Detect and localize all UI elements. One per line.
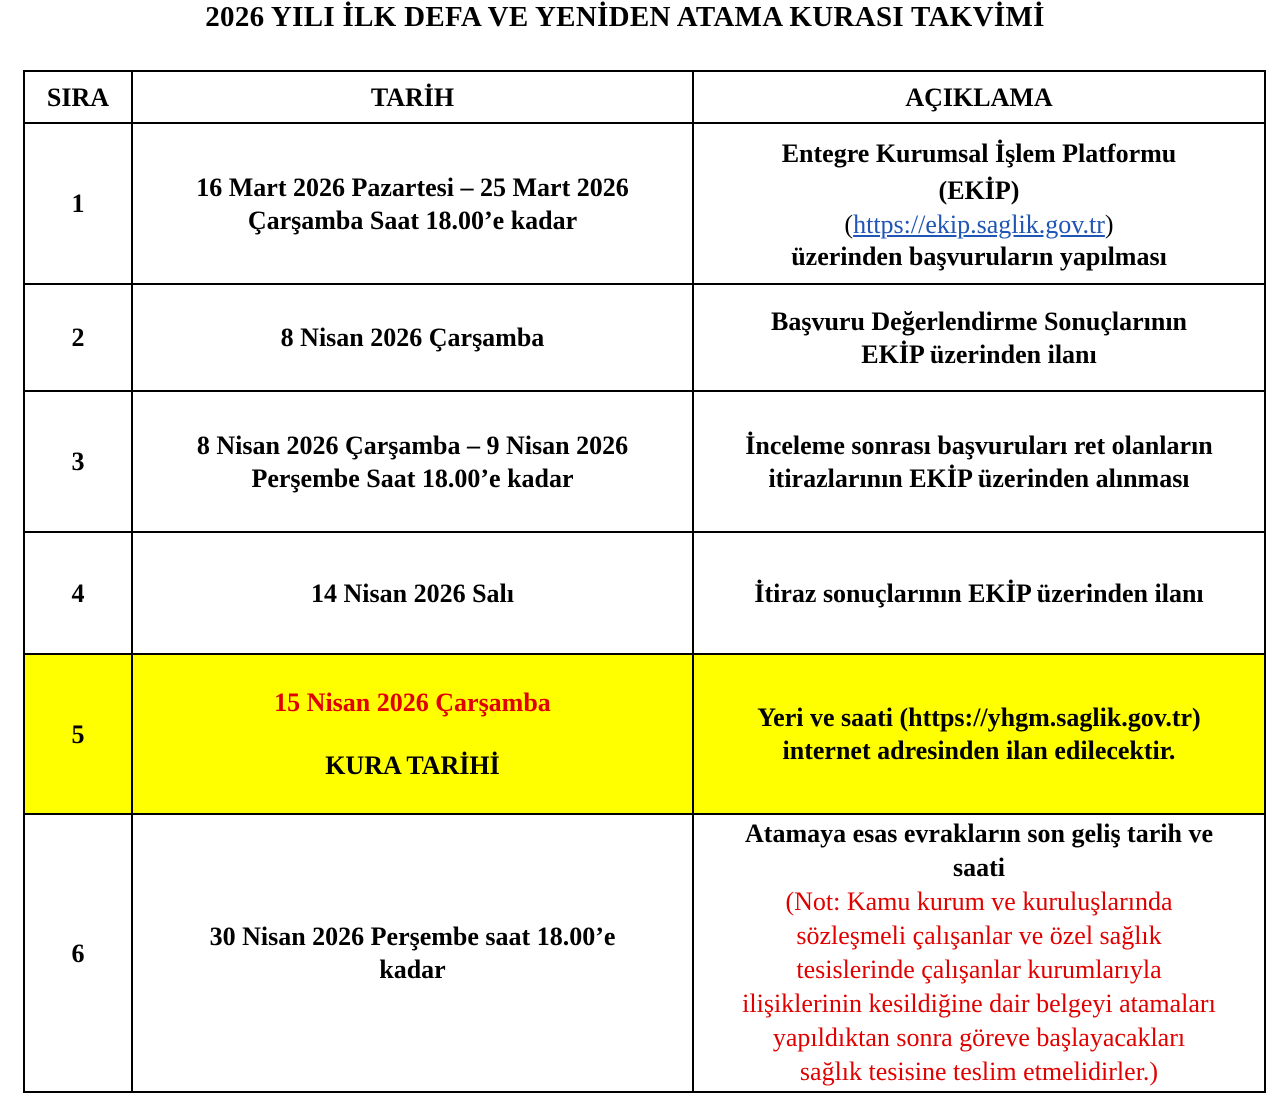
row-date: [132, 532, 693, 654]
link-line: [694, 209, 1264, 241]
description-line: Başvuru Değerlendirme Sonuçlarının: [770, 306, 1187, 336]
description-line: internet adresinden ilan edilecektir.: [782, 736, 1176, 765]
row-date: [132, 123, 693, 284]
row-description: [693, 814, 1265, 1092]
paren-close: ): [1104, 209, 1114, 239]
note-line: (Not: Kamu kurum ve kuruluşlarında: [785, 887, 1173, 916]
row-number: 1: [24, 123, 132, 284]
note-line: tesislerinde çalışanlar kurumlarıyla: [796, 955, 1162, 984]
date-line: 8 Nisan 2026 Çarşamba – 9 Nisan 2026: [196, 430, 629, 460]
description-line: Entegre Kurumsal İşlem Platformu: [781, 138, 1177, 168]
date-line: kadar: [379, 955, 446, 984]
date-line: Perşembe Saat 18.00’e kadar: [251, 463, 574, 493]
table-row: [24, 391, 1265, 532]
description-line: saati: [953, 853, 1005, 882]
row-number: 4: [24, 532, 132, 654]
table-row-highlighted: [24, 654, 1265, 814]
header-sira: SIRA: [24, 71, 132, 123]
table-header-row: [24, 71, 1265, 123]
note-line: yapıldıktan sonra göreve başlayacakları: [772, 1023, 1186, 1052]
description-line: Yeri ve saati (https://yhgm.saglik.gov.tr): [757, 703, 1201, 732]
description-line: (EKİP): [938, 175, 1020, 205]
draw-date-label: KURA TARİHİ: [325, 751, 500, 780]
date-line: 30 Nisan 2026 Perşembe saat 18.00’e: [209, 922, 616, 951]
row-date: [132, 814, 693, 1092]
paren-open: (: [844, 209, 854, 239]
description-line: İnceleme sonrası başvuruları ret olanların: [745, 430, 1213, 460]
header-aciklama: AÇIKLAMA: [693, 71, 1265, 123]
row-description: [693, 532, 1265, 654]
date-line: 16 Mart 2026 Pazartesi – 25 Mart 2026: [196, 172, 629, 202]
note-line: sağlık tesisine teslim etmelidirler.): [799, 1057, 1159, 1086]
row-date: [132, 391, 693, 532]
draw-date: 15 Nisan 2026 Çarşamba: [274, 688, 551, 717]
ekip-link[interactable]: https://ekip.saglik.gov.tr: [853, 209, 1105, 239]
row-number: 5: [24, 654, 132, 814]
date-line: 8 Nisan 2026 Çarşamba: [280, 323, 545, 352]
row-number: 6: [24, 814, 132, 1092]
note-line: sözleşmeli çalışanlar ve özel sağlık: [796, 921, 1162, 950]
schedule-table: [23, 70, 1266, 1093]
date-line: 14 Nisan 2026 Salı: [311, 578, 514, 608]
date-line: Çarşamba Saat 18.00’e kadar: [247, 205, 578, 235]
table-row: [24, 532, 1265, 654]
row-description: [693, 654, 1265, 814]
table-row: [24, 814, 1265, 1092]
row-description: [693, 284, 1265, 391]
row-date: [132, 654, 693, 814]
description-line: üzerinden başvuruların yapılması: [791, 241, 1167, 271]
description-line: EKİP üzerinden ilanı: [861, 339, 1097, 369]
description-line: Atamaya esas evrakların son geliş tarih ve: [745, 819, 1213, 848]
description-line: itirazlarının EKİP üzerinden alınması: [768, 463, 1190, 493]
header-tarih: TARİH: [132, 71, 693, 123]
row-number: 3: [24, 391, 132, 532]
row-description: [693, 391, 1265, 532]
table-row: [24, 284, 1265, 391]
row-number: 2: [24, 284, 132, 391]
description-line: İtiraz sonuçlarının EKİP üzerinden ilanı: [754, 578, 1204, 608]
table-row: [24, 123, 1265, 284]
page-title: 2026 YILI İLK DEFA VE YENİDEN ATAMA KURASI TAKVİMİ: [205, 1, 1045, 33]
row-description: [693, 123, 1265, 284]
row-date: [132, 284, 693, 391]
note-line: ilişiklerinin kesildiğine dair belgeyi atamaları: [742, 989, 1216, 1018]
